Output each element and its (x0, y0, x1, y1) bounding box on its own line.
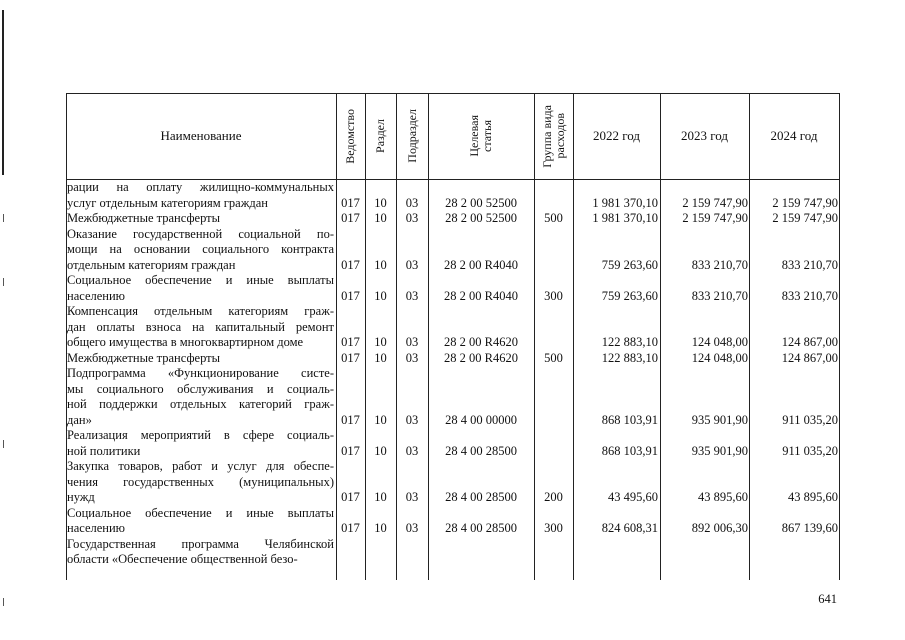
row-name-line: области «Обеспечение общественной безо- (67, 552, 298, 566)
cell-podrazdel: 03 (405, 288, 419, 303)
header-gruppa-vida-rashodov: Группа вида расходов (539, 104, 567, 168)
header-year-2024: 2024 год (770, 128, 818, 143)
row-name-line: Закупка товаров, работ и услуг для обеспе- (67, 459, 334, 473)
row-name-line: Реализация мероприятий в сфере социаль- (67, 428, 334, 442)
table-row (66, 537, 840, 568)
row-name (67, 366, 334, 428)
cell-razdel: 10 (374, 211, 387, 225)
row-name (67, 304, 334, 351)
cell-razdel: 10 (374, 443, 387, 458)
row-name-line: Социальное обеспечение и иные выплаты (67, 505, 334, 520)
cell-vedomstvo: 017 (341, 521, 360, 535)
cell-2022: 43 495,60 (608, 490, 658, 504)
cell-2024: 2 159 747,90 (772, 195, 838, 210)
left-margin-mark (3, 278, 4, 286)
row-name-line: нужд (67, 490, 95, 504)
row-name (67, 180, 334, 211)
row-name-line: ной политики (67, 443, 141, 458)
cell-2023: 935 901,90 (691, 443, 748, 458)
row-name-line: рации на оплату жилищно-коммунальных (67, 180, 334, 194)
row-name (67, 273, 334, 304)
cell-2023: 935 901,90 (691, 412, 748, 427)
cell-podrazdel: 03 (405, 490, 419, 504)
table-row (66, 459, 840, 506)
row-name-line: населению (67, 521, 125, 535)
row-name-line: Компенсация отдельным категориям граж- (67, 304, 334, 318)
cell-podrazdel: 03 (405, 195, 419, 210)
cell-2022: 1 981 370,10 (592, 195, 658, 210)
table-row (66, 366, 840, 428)
cell-vedomstvo: 017 (341, 443, 360, 458)
cell-celevaya-statya: 28 4 00 28500 (445, 443, 517, 458)
cell-2022: 759 263,60 (601, 257, 658, 272)
cell-celevaya-statya: 28 4 00 28500 (445, 521, 517, 535)
left-margin-mark (3, 598, 4, 606)
cell-podrazdel: 03 (405, 443, 419, 458)
cell-podrazdel: 03 (405, 257, 419, 272)
left-margin-mark (3, 440, 4, 448)
row-name (67, 537, 334, 568)
table-row (66, 506, 840, 537)
cell-2023: 2 159 747,90 (682, 211, 748, 225)
cell-2022: 1 981 370,10 (592, 211, 658, 225)
cell-celevaya-statya: 28 2 00 R4040 (444, 288, 518, 303)
row-name-line: мы социального обслуживания и социаль- (67, 381, 334, 396)
header-celevaya-statya: Целевая статья (467, 115, 494, 157)
cell-podrazdel: 03 (405, 521, 419, 535)
cell-2024: 911 035,20 (782, 443, 838, 458)
cell-razdel: 10 (374, 288, 387, 303)
cell-2023: 833 210,70 (691, 288, 748, 303)
row-name-line: Социальное обеспечение и иные выплаты (67, 273, 334, 287)
row-name (67, 459, 334, 506)
cell-2024: 911 035,20 (782, 412, 838, 427)
cell-2023: 2 159 747,90 (682, 195, 748, 210)
left-margin-mark (3, 214, 4, 222)
cell-celevaya-statya: 28 2 00 R4040 (444, 257, 518, 272)
row-name-line: мощи на основании социального контракта (67, 242, 334, 256)
page-number: 641 (818, 592, 837, 606)
cell-podrazdel: 03 (405, 335, 419, 349)
cell-2023: 43 895,60 (698, 490, 748, 504)
row-name (67, 211, 334, 227)
cell-razdel: 10 (374, 350, 387, 365)
cell-razdel: 10 (374, 521, 387, 535)
cell-vedomstvo: 017 (341, 412, 360, 427)
row-name-line: услуг отдельным категориям граждан (67, 195, 268, 210)
cell-podrazdel: 03 (405, 350, 419, 365)
cell-gruppa: 300 (544, 288, 563, 303)
cell-2024: 867 139,60 (781, 521, 838, 535)
header-vedomstvo: Ведомство (343, 108, 357, 164)
cell-2022: 824 608,31 (601, 521, 658, 535)
cell-vedomstvo: 017 (341, 195, 360, 210)
cell-vedomstvo: 017 (341, 211, 360, 225)
cell-podrazdel: 03 (405, 211, 419, 225)
table-row (66, 211, 840, 227)
cell-celevaya-statya: 28 4 00 00000 (445, 412, 517, 427)
cell-gruppa: 200 (544, 490, 563, 504)
row-name-line: Межбюджетные трансферты (67, 350, 221, 365)
header-podrazdel: Подраздел (404, 109, 419, 163)
row-name-line: Оказание государственной социальной по- (67, 226, 334, 241)
header-name: Наименование (160, 128, 242, 143)
row-name (67, 351, 334, 367)
row-name-line: населению (67, 288, 125, 303)
row-name-line: чения государственных (муниципальных) (67, 474, 334, 489)
table-row (66, 227, 840, 274)
row-name-line: общего имущества в многоквартирном доме (67, 335, 304, 349)
cell-vedomstvo: 017 (341, 335, 360, 349)
cell-razdel: 10 (374, 257, 387, 272)
cell-vedomstvo: 017 (341, 350, 360, 365)
cell-2022: 122 883,10 (601, 335, 658, 349)
cell-razdel: 10 (374, 412, 387, 427)
cell-2023: 124 048,00 (691, 350, 748, 365)
cell-2023: 892 006,30 (691, 521, 748, 535)
row-name-line: Государственная программа Челябинской (67, 536, 334, 551)
table-row (66, 180, 840, 211)
row-name (67, 227, 334, 274)
cell-gruppa: 500 (544, 350, 563, 365)
row-name-line: отдельным категориям граждан (67, 257, 236, 272)
cell-2023: 124 048,00 (691, 335, 748, 349)
table-row (66, 304, 840, 351)
row-name (67, 428, 334, 459)
cell-celevaya-statya: 28 2 00 R4620 (444, 350, 518, 365)
cell-podrazdel: 03 (405, 412, 419, 427)
row-name-line: дан оплаты взноса на капитальный ремонт (67, 319, 334, 334)
row-name-line: Подпрограмма «Функционирование систе- (67, 366, 334, 380)
cell-2024: 43 895,60 (788, 490, 838, 504)
cell-celevaya-statya: 28 2 00 R4620 (444, 335, 518, 349)
cell-2024: 2 159 747,90 (772, 211, 838, 225)
cell-celevaya-statya: 28 2 00 52500 (445, 211, 517, 225)
table-row (66, 273, 840, 304)
cell-razdel: 10 (374, 490, 387, 504)
cell-razdel: 10 (374, 195, 387, 210)
cell-2024: 124 867,00 (781, 350, 838, 365)
table-row (66, 428, 840, 459)
cell-2024: 833 210,70 (781, 257, 838, 272)
cell-vedomstvo: 017 (341, 257, 360, 272)
cell-2022: 759 263,60 (601, 288, 658, 303)
header-year-2022: 2022 год (593, 128, 640, 143)
cell-celevaya-statya: 28 2 00 52500 (445, 195, 517, 210)
header-razdel: Раздел (373, 119, 387, 153)
cell-vedomstvo: 017 (341, 288, 360, 303)
table-row (66, 351, 840, 367)
budget-table (66, 93, 840, 580)
cell-celevaya-statya: 28 4 00 28500 (445, 490, 517, 504)
cell-2024: 124 867,00 (781, 335, 838, 349)
row-name-line: Межбюджетные трансферты (67, 211, 221, 225)
cell-gruppa: 300 (544, 521, 563, 535)
header-year-2023: 2023 год (681, 128, 728, 143)
left-margin-line (2, 10, 4, 175)
cell-2022: 868 103,91 (601, 412, 658, 427)
row-name (67, 506, 334, 537)
row-name-line: дан» (67, 412, 92, 427)
cell-razdel: 10 (374, 335, 387, 349)
row-name-line: ной поддержки отдельных категорий граж- (67, 397, 334, 411)
cell-2022: 122 883,10 (601, 350, 658, 365)
cell-2023: 833 210,70 (691, 257, 748, 272)
cell-vedomstvo: 017 (341, 490, 360, 504)
cell-2024: 833 210,70 (781, 288, 838, 303)
cell-2022: 868 103,91 (601, 443, 658, 458)
cell-gruppa: 500 (544, 211, 563, 225)
